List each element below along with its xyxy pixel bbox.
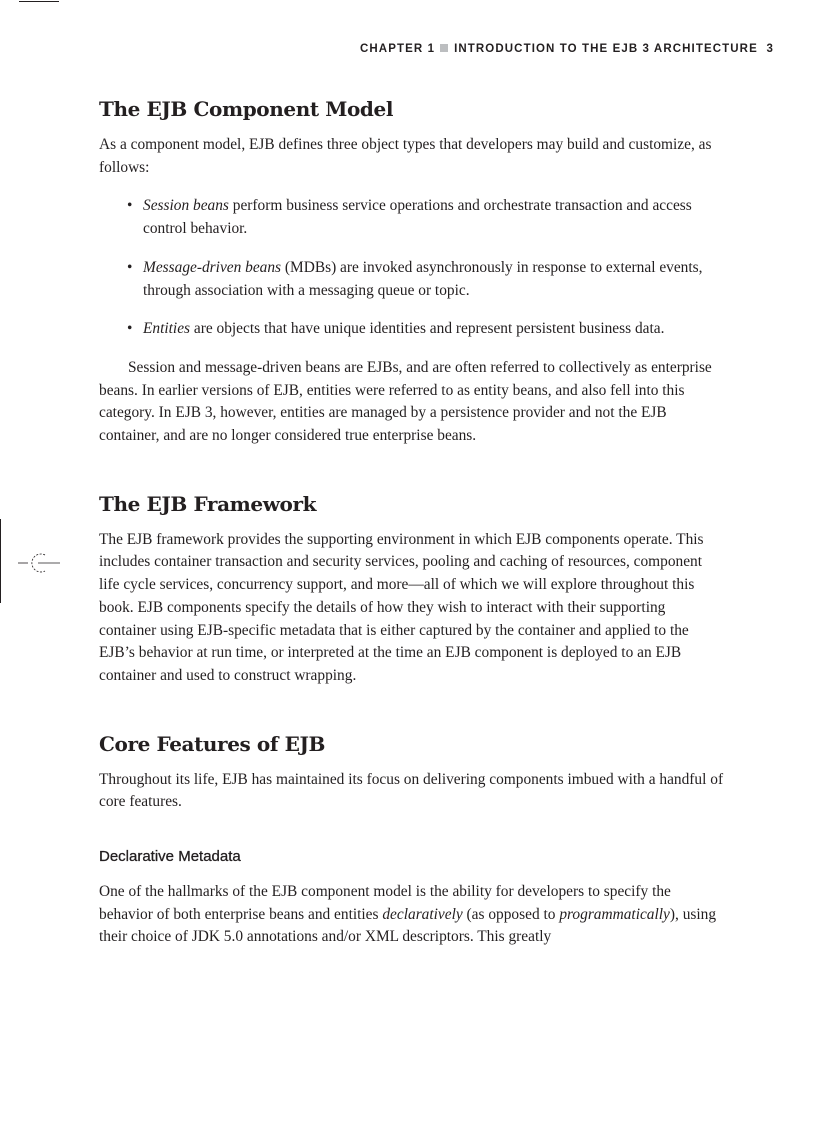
crop-mark-top: [19, 1, 59, 2]
list-item: [99, 318, 724, 341]
body-text: (as opposed to: [462, 905, 560, 923]
bullet-icon: •: [127, 320, 133, 338]
object-types-list: [99, 195, 724, 341]
term-entities: Entities: [143, 320, 191, 338]
separator-square-icon: [440, 44, 448, 52]
body-text: ), using their choice of JDK 5.0 annotations and/or XML descriptors. This greatly: [99, 905, 717, 946]
core-features-body: Throughout its life, EJB has maintained its focus on delivering components imbued with a handful of core features.: [99, 770, 724, 811]
heading-component-model: The EJB Component Model: [99, 97, 394, 121]
list-item: [99, 257, 724, 302]
heading-declarative-metadata: Declarative Metadata: [99, 848, 241, 866]
emphasis-declaratively: declaratively: [382, 905, 463, 923]
registration-mark-icon: [0, 519, 60, 603]
term-message-driven-beans: Message-driven beans: [143, 258, 282, 276]
term-session-beans: Session beans: [143, 197, 229, 215]
page-number: 3: [766, 43, 774, 55]
section-framework: [99, 490, 724, 688]
declarative-metadata-body: [99, 881, 724, 949]
list-item-text: are objects that have unique identities and represent persistent business data.: [190, 320, 665, 338]
chapter-title: INTRODUCTION TO THE EJB 3 ARCHITECTURE: [454, 43, 758, 55]
component-model-intro: As a component model, EJB defines three object types that developers may build and customize, as follows:: [99, 136, 712, 176]
framework-body: The EJB framework provides the supporting environment in which EJB components operate. This includes container transaction and security services, pooling and caching of resources, component life cycle services, concurrency support, and more—all of which we will explore throughout this book. EJB components specify the details of how they wish to interact with their supporting container using EJB-specific metadata that is either captured by the container and applied to the EJB’s behavior at run time, or interpreted at the time an EJB component is deployed to an EJB container and used to construct wrapping.: [99, 530, 704, 684]
list-item: [99, 195, 724, 240]
heading-framework: The EJB Framework: [99, 491, 317, 516]
bullet-icon: •: [127, 197, 133, 215]
section-core-features: [99, 730, 724, 950]
bullet-icon: •: [127, 258, 133, 276]
emphasis-programmatically: programmatically: [559, 905, 670, 923]
body-text: One of the hallmarks of the EJB component model is the ability for developers to specify the behavior of both enterprise beans and entities: [99, 883, 671, 923]
chapter-label: CHAPTER 1: [360, 43, 436, 55]
section-component-model: [99, 95, 724, 448]
running-header: [360, 43, 774, 55]
component-model-closing: Session and message-driven beans are EJBs, and are often referred to collectively as enterprise beans. In earlier versions of EJB, entities were referred to as entity beans, and also fell into this category. In EJB 3, however, entities are managed by a persistence provider and not the EJB container, and are no longer considered true enterprise beans.: [99, 358, 712, 445]
heading-core-features: Core Features of EJB: [99, 731, 326, 756]
list-item-text: perform business service operations and orchestrate transaction and access control behavior.: [143, 197, 692, 238]
list-item-text: (MDBs) are invoked asynchronously in response to external events, through association with a messaging queue or topic.: [143, 258, 703, 299]
subsection-declarative-metadata: [99, 847, 724, 949]
page-body: [99, 95, 724, 949]
